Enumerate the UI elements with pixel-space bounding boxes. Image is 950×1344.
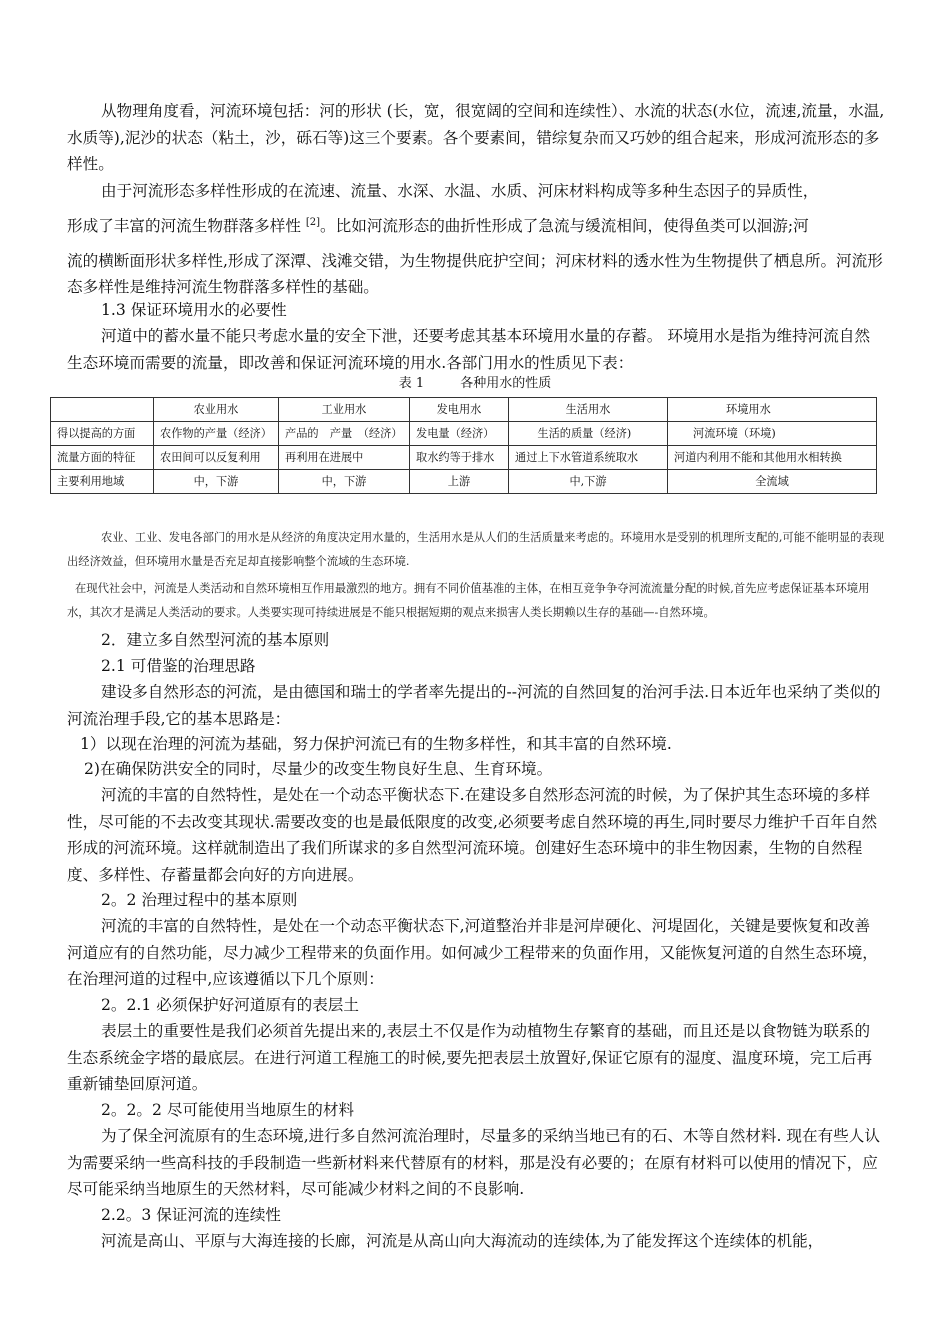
table-cell: 通过上下水管道系统取水 [509,446,668,470]
paragraph-natural-character: 河流的丰富的自然特性，是处在一个动态平衡状态下.在建设多自然形态河流的时候，为了保护其生态环境的多样性，尽可能的不去改变其现状.需要改变的也是最低限度的改变,必须要考虑自然环境的再生,同时要尽力维护千百年自然形成的河流环境。这样就制造出了我们所谋求的多自然型河流环境。创建好生态环境中的非生物因素，生物的自然程度、多样性、存蓄量都会向好的方向进展。 [67,786,878,884]
table-cell: 农作物的产量（经济） [154,422,279,446]
heading-2-2-1: 2。2.1 必须保护好河道原有的表层土 [101,996,359,1014]
heading-2-2-2: 2。2。2 尽可能使用当地原生的材料 [101,1101,355,1119]
table-header-cell: 农业用水 [154,398,279,422]
caption-number: 表 1 [398,376,425,391]
paragraph-environment-water: 河道中的蓄水量不能只考虑水量的安全下泄，还要考虑其基本环境用水量的存蓄。 环境用水是指为维持河流自然生态环境而需要的流量，即改善和保证河流环境的用水.各部门用水的性质见下表： [67,327,871,372]
paragraph-continuity: 河流是高山、平原与大海连接的长廊，河流是从高山向大海流动的连续体,为了能发挥这个连续体的机能， [101,1232,824,1250]
table-cell [51,398,154,422]
table-header-cell: 发电用水 [410,398,509,422]
heading-2: 2．建立多自然型河流的基本原则 [101,631,330,649]
water-use-table [50,397,877,494]
table-cell: 河道内利用不能和其他用水相转换 [668,446,877,470]
table-row [51,470,877,494]
table-cell: 全流域 [668,470,877,494]
note-water-use: 农业、工业、发电各部门的用水是从经济的角度决定用水量的，生活用水是从人们的生活质量来考虑的。环境用水是受别的机理所支配的,可能不能明显的表现出经济效益，但环境用水量是否充足却直接影响整个流域的生态环境. [67,531,885,568]
text-segment: 形成了丰富的河流生物群落多样性 [67,217,306,235]
heading-2-1: 2.1 可借鉴的治理思路 [101,657,256,675]
list-item-1: 1）以现在治理的河流为基础，努力保护河流已有的生物多样性，和其丰富的自然环境. [80,735,672,753]
paragraph-multi-nature: 建设多自然形态的河流，是由德国和瑞士的学者率先提出的--河流的自然回复的治河手法.日本近年也采纳了类似的河流治理手段,它的基本思路是： [67,683,881,728]
table-cell: 产品的 产量 （经济） [279,422,410,446]
table-cell: 中,下游 [509,470,668,494]
table-header-cell: 生活用水 [509,398,668,422]
note-modern-society: 在现代社会中，河流是人类活动和自然环境相互作用最激烈的地方。拥有不同价值基准的主体，在相互竞争争夺河流流量分配的时候,首先应考虑保证基本环境用水，其次才是满足人类活动的要求。人类要实现可持续进展是不能只根据短期的观点来损害人类长期赖以生存的基础—-自然环境。 [67,582,870,619]
table-row-label: 主要利用地域 [51,470,154,494]
table-cell: 上游 [410,470,509,494]
table-cell: 发电量（经济） [410,422,509,446]
table-header-cell: 环境用水 [668,398,877,422]
table-row-label: 流量方面的特征 [51,446,154,470]
table-cell: 中，下游 [154,470,279,494]
table-caption [0,374,950,394]
table-cell: 农田间可以反复利用 [154,446,279,470]
paragraph-diversity-line1: 由于河流形态多样性形成的在流速、流量、水深、水温、水质、河床材料构成等多种生态因子的异质性， [101,182,819,200]
table-cell: 生活的质量（经济) [509,422,668,446]
paragraph-local-materials: 为了保全河流原有的生态环境,进行多自然河流治理时，尽量多的采纳当地已有的石、木等自然材料. 现在有些人认为需要采纳一些高科技的手段制造一些新材料来代替原有的材料，那是没有必要的；在原有材料可以使用的情况下，应尽可能采纳当地原生的天然材料，尽可能减少材料之间的不良影响. [67,1127,880,1198]
heading-1-3: 1.3 保证环境用水的必要性 [101,301,287,319]
table-header-cell: 工业用水 [279,398,410,422]
table-row [51,422,877,446]
paragraph-river-environment: 从物理角度看，河流环境包括：河的形状 (长，宽，很宽阔的空间和连续性）、水流的状态(水位，流速,流量，水温,水质等),泥沙的状态（粘土，沙，砾石等)这三个要素。各个要素间，错综复杂而又巧妙的组合起来，形成河流形态的多样性。 [67,102,885,173]
table-row-label: 得以提高的方面 [51,422,154,446]
list-item-2: 2)在确保防洪安全的同时，尽量少的改变生物良好生息、生育环境。 [84,760,553,778]
caption-title: 各种用水的性质 [460,376,552,391]
heading-2-2: 2。2 治理过程中的基本原则 [101,891,298,909]
table-cell: 河流环境（环境) [668,422,877,446]
text-segment: 。比如河流形态的曲折性形成了急流与缓流相间，使得鱼类可以洄游;河 [320,217,809,235]
paragraph-diversity-rest: 流的横断面形状多样性,形成了深潭、浅滩交错，为生物提供庇护空间；河床材料的透水性为生物提供了栖息所。河流形态多样性是维持河流生物群落多样性的基础。 [67,252,883,296]
table-cell: 再利用在进展中 [279,446,410,470]
table-header-row [51,398,877,422]
paragraph-topsoil: 表层土的重要性是我们必须首先提出来的,表层土不仅是作为动植物生存繁育的基础，而且还是以食物链为联系的生态系统金字塔的最底层。在进行河道工程施工的时候,要先把表层土放置好,保证它原有的湿度、温度环境，完工后再重新铺垫回原河道。 [67,1022,873,1093]
paragraph-diversity-line2 [67,212,885,240]
table-cell: 取水约等于排水 [410,446,509,470]
paragraph-principles: 河流的丰富的自然特性，是处在一个动态平衡状态下,河道整治并非是河岸硬化、河堤固化，关键是要恢复和改善河道应有的自然功能，尽力减少工程带来的负面作用。如何减少工程带来的负面作用，又能恢复河道的自然生态环境，在治理河道的过程中,应该遵循以下几个原则： [67,917,878,988]
heading-2-2-3: 2.2。3 保证河流的连续性 [101,1206,282,1224]
reference-mark: [2] [305,217,321,228]
table-cell: 中，下游 [279,470,410,494]
table-row [51,446,877,470]
